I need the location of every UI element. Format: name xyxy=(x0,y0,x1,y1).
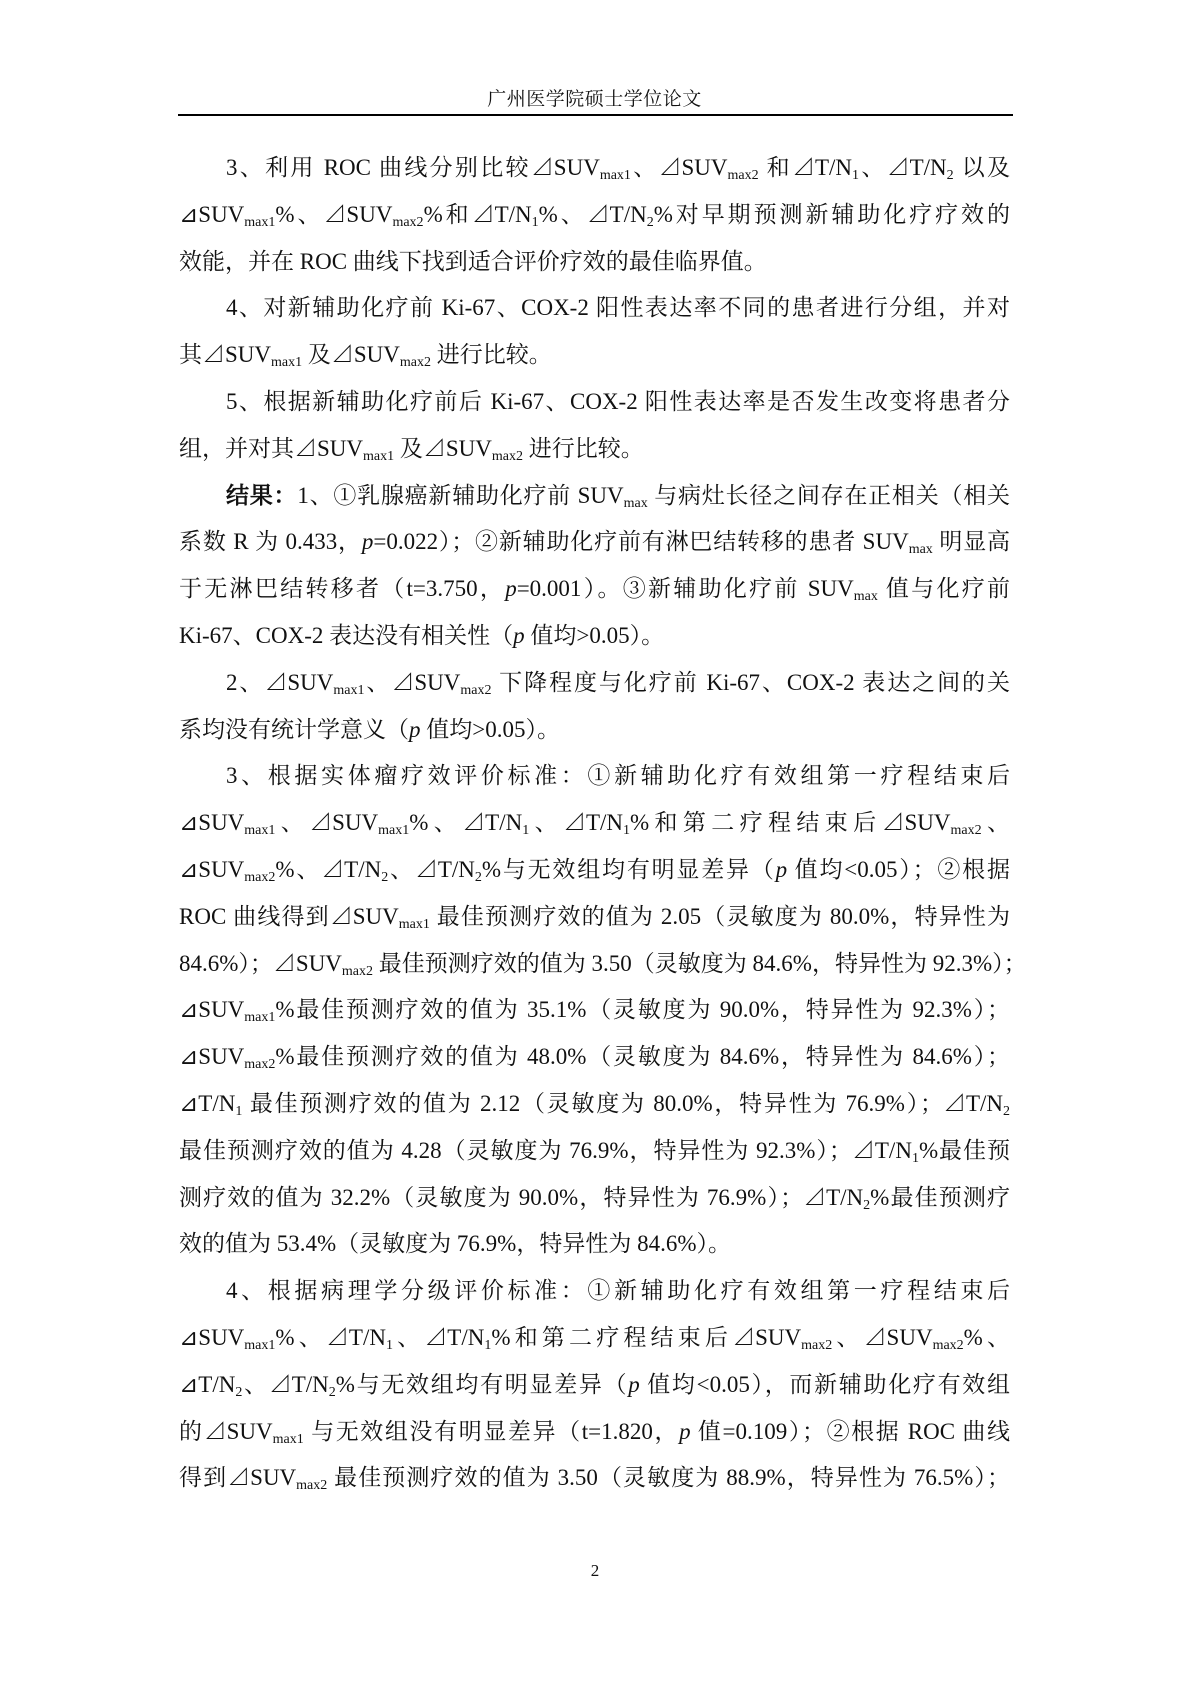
italic-symbol: p xyxy=(775,856,788,882)
text-run: 值均>0.05）。 xyxy=(524,622,665,648)
text-run: %和第二疗程结束后⊿SUV xyxy=(630,810,951,836)
text-run: 及⊿SUV xyxy=(302,342,400,368)
subscript: 2 xyxy=(863,1197,871,1213)
italic-symbol: p xyxy=(361,529,374,555)
text-line xyxy=(179,1268,1010,1315)
italic-symbol: p xyxy=(513,622,525,648)
subscript: max1 xyxy=(378,823,410,839)
subscript: max2 xyxy=(491,448,523,464)
text-run: Ki-67、COX-2 表达没有相关性（ xyxy=(179,622,514,648)
text-line xyxy=(179,660,1010,707)
text-run: 1、①乳腺癌新辅助化疗前 SUV xyxy=(297,482,624,508)
text-line xyxy=(179,941,1027,988)
text-run: 、⊿SUV xyxy=(832,1324,933,1350)
text-line xyxy=(179,894,1010,941)
paragraph xyxy=(179,379,1010,473)
subscript: 1 xyxy=(531,214,539,230)
text-run: 3、根据实体瘤疗效评价标准：①新辅助化疗有效组第一疗程结束后 xyxy=(226,763,1010,789)
subscript: max1 xyxy=(244,214,276,230)
text-run: ⊿SUV xyxy=(179,997,245,1023)
text-run: ⊿SUV xyxy=(179,1324,245,1350)
paragraph xyxy=(179,660,1010,754)
text-run: %最佳预测疗 xyxy=(870,1184,1010,1210)
text-run: ⊿SUV xyxy=(179,856,245,882)
subscript: max1 xyxy=(244,1337,276,1353)
subscript: max2 xyxy=(296,1478,328,1494)
text-run: 明显高 xyxy=(932,529,1011,555)
text-run: 于无淋巴结转移者（t=3.750， xyxy=(179,576,506,602)
subscript: max2 xyxy=(932,1337,964,1353)
text-line xyxy=(179,379,1010,426)
text-run: %对早期预测新辅助化疗疗效的 xyxy=(653,201,1010,227)
text-run: %和⊿T/N xyxy=(423,201,532,227)
subscript: max1 xyxy=(333,682,365,698)
subscript: 2 xyxy=(946,168,954,183)
text-line xyxy=(179,1081,1010,1128)
subscript: 2 xyxy=(474,869,482,885)
text-run: ⊿SUV xyxy=(179,810,245,836)
text-run: ⊿SUV xyxy=(179,201,245,227)
text-line xyxy=(179,1221,1010,1268)
text-line xyxy=(179,1128,1010,1175)
text-run: %与无效组均有明显差异（ xyxy=(335,1371,629,1397)
subscript: max1 xyxy=(272,1431,304,1447)
subscript: max1 xyxy=(599,168,631,183)
text-run: ROC 曲线得到⊿SUV xyxy=(179,903,399,929)
text-line xyxy=(179,285,1010,332)
text-run: 、⊿SUV xyxy=(364,669,461,695)
text-run: =0.022）；②新辅助化疗前有淋巴结转移的患者 SUV xyxy=(373,529,909,555)
text-line xyxy=(179,566,1010,613)
text-run: 、⊿T/N xyxy=(392,1324,485,1350)
text-run: =0.001）。③新辅助化疗前 SUV xyxy=(516,576,854,602)
text-line xyxy=(179,239,1010,286)
text-run: %和第二疗程结束后⊿SUV xyxy=(491,1324,802,1350)
text-run: 最佳预测疗效的值为 4.28（灵敏度为 76.9%，特异性为 92.3%）；⊿T/N xyxy=(179,1137,912,1163)
text-run: 最佳预测疗效的值为 2.12（灵敏度为 80.0%，特异性为 76.9%）；⊿T/N xyxy=(242,1090,1003,1116)
text-run: ⊿SUV xyxy=(179,1044,245,1070)
text-run: 2、⊿SUV xyxy=(226,669,334,695)
subscript: max1 xyxy=(244,823,276,839)
text-line xyxy=(179,1409,1010,1456)
text-run: 值均<0.05），而新辅助化疗有效组 xyxy=(639,1371,1010,1397)
text-run: 效的值为 53.4%（灵敏度为 76.9%，特异性为 84.6%）。 xyxy=(179,1231,731,1257)
text-run: 测疗效的值为 32.2%（灵敏度为 90.0%，特异性为 76.9%）；⊿T/N xyxy=(179,1184,864,1210)
text-run: 、⊿T/N xyxy=(529,810,624,836)
text-run: %、⊿SUV xyxy=(275,201,393,227)
text-run: 其⊿SUV xyxy=(179,342,272,368)
text-line xyxy=(179,1034,1010,1081)
body-text xyxy=(179,145,1027,1502)
text-run: 系均没有统计学意义（ xyxy=(179,716,409,742)
subscript: 1 xyxy=(385,1337,393,1353)
text-run: 5、根据新辅助化疗前后 Ki-67、COX-2 阳性表达率是否发生改变将患者分 xyxy=(226,388,1010,414)
text-line xyxy=(179,473,1010,520)
subscript: max2 xyxy=(341,963,374,979)
text-run: 4、根据病理学分级评价标准：①新辅助化疗有效组第一疗程结束后 xyxy=(226,1278,1010,1304)
bold-label: 结果： xyxy=(226,482,298,508)
subscript: 2 xyxy=(1003,1103,1010,1119)
text-run: 3、利用 ROC 曲线分别比较⊿SUV xyxy=(226,155,600,180)
subscript: 1 xyxy=(623,823,631,839)
text-run: 、⊿T/N xyxy=(859,155,947,180)
text-run: 得到⊿SUV xyxy=(179,1465,297,1491)
text-run: 值均>0.05）。 xyxy=(420,716,560,742)
text-run: 、⊿SUV xyxy=(275,810,379,836)
text-run: 84.6%）；⊿SUV xyxy=(179,950,342,976)
paragraph xyxy=(179,1268,1010,1502)
text-run: 值均<0.05）；②根据 xyxy=(787,856,1010,882)
text-run: 值=0.109）；②根据 ROC 曲线 xyxy=(690,1418,1010,1444)
subscript: 1 xyxy=(852,168,860,183)
text-run: 下降程度与化疗前 Ki-67、COX-2 表达之间的关 xyxy=(491,669,1010,695)
text-run: %、⊿T/N xyxy=(275,856,382,882)
text-run: %、 xyxy=(963,1324,1011,1350)
subscript: max2 xyxy=(801,1337,833,1353)
paragraph xyxy=(179,285,1010,379)
subscript: max1 xyxy=(398,916,430,932)
subscript: 2 xyxy=(328,1384,336,1400)
subscript: max xyxy=(623,495,648,511)
text-line xyxy=(179,1455,1010,1502)
text-run: 值与化疗前 xyxy=(877,576,1011,602)
text-run: 以及 xyxy=(953,155,1011,180)
subscript: max xyxy=(908,542,933,558)
text-run: ⊿T/N xyxy=(179,1090,236,1116)
text-run: 和⊿T/N xyxy=(758,155,853,180)
paragraph xyxy=(179,145,1010,285)
paragraph xyxy=(179,473,1010,660)
italic-symbol: p xyxy=(628,1371,640,1397)
running-header: 广州医学院硕士学位论文 xyxy=(487,89,702,110)
text-run: %、⊿T/N xyxy=(275,1324,386,1350)
italic-symbol: p xyxy=(679,1418,691,1444)
subscript: max xyxy=(853,589,878,605)
text-line xyxy=(179,753,1010,800)
text-run: ⊿T/N xyxy=(179,1371,236,1397)
text-run: %、⊿T/N xyxy=(409,810,523,836)
text-run: %最佳预测疗效的值为 48.0%（灵敏度为 84.6%，特异性为 84.6%）； xyxy=(275,1044,1010,1070)
subscript: max1 xyxy=(271,355,303,371)
text-run: 最佳预测疗效的值为 2.05（灵敏度为 80.0%，特异性为 xyxy=(429,903,1010,929)
text-line xyxy=(179,800,1010,847)
text-run: 4、对新辅助化疗前 Ki-67、COX-2 阳性表达率不同的患者进行分组，并对 xyxy=(226,295,1010,321)
subscript: 2 xyxy=(235,1384,243,1400)
text-run: 与病灶长径之间存在正相关（相关 xyxy=(647,482,1011,508)
subscript: max2 xyxy=(460,682,492,698)
italic-symbol: p xyxy=(409,716,421,742)
text-run: %与无效组均有明显差异（ xyxy=(481,856,776,882)
text-run: 、 xyxy=(981,810,1010,836)
text-line xyxy=(179,426,1010,473)
text-line xyxy=(179,332,1010,379)
subscript: 1 xyxy=(522,823,530,839)
subscript: 1 xyxy=(484,1337,492,1353)
text-run: 及⊿SUV xyxy=(394,435,492,461)
subscript: max2 xyxy=(727,168,759,183)
text-run: 、⊿T/N xyxy=(388,856,475,882)
subscript: 1 xyxy=(911,1150,919,1166)
text-run: %最佳预 xyxy=(918,1137,1010,1163)
subscript: max2 xyxy=(392,214,424,230)
text-run: 的⊿SUV xyxy=(179,1418,273,1444)
paragraph xyxy=(179,753,1027,1268)
text-run: 进行比较。 xyxy=(431,342,552,368)
text-run: 系数 R 为 0.433， xyxy=(179,529,362,555)
subscript: max2 xyxy=(950,823,982,839)
text-line xyxy=(179,519,1010,566)
page-number: 2 xyxy=(590,1561,600,1580)
text-line xyxy=(179,1362,1010,1409)
subscript: 1 xyxy=(235,1103,243,1119)
text-run: 与无效组没有明显差异（t=1.820， xyxy=(303,1418,680,1444)
text-run: %最佳预测疗效的值为 35.1%（灵敏度为 90.0%，特异性为 92.3%）； xyxy=(275,997,1010,1023)
header-rule xyxy=(178,114,1013,116)
subscript: max2 xyxy=(244,1057,276,1073)
text-run: %、⊿T/N xyxy=(538,201,647,227)
text-line xyxy=(179,987,1010,1034)
subscript: max2 xyxy=(399,355,431,371)
text-run: 最佳预测疗效的值为 3.50（灵敏度为 88.9%，特异性为 76.5%）； xyxy=(327,1465,1010,1491)
italic-symbol: p xyxy=(505,576,517,602)
text-run: 、⊿SUV xyxy=(630,155,728,180)
text-line xyxy=(179,847,1010,894)
subscript: 2 xyxy=(381,869,389,885)
text-run: 组，并对其⊿SUV xyxy=(179,435,364,461)
subscript: max2 xyxy=(244,869,276,885)
text-run: 效能，并在 ROC 曲线下找到适合评价疗效的最佳临界值。 xyxy=(179,248,767,274)
text-line xyxy=(179,1315,1010,1362)
text-run: 最佳预测疗效的值为 3.50（灵敏度为 84.6%，特异性为 92.3%）； xyxy=(373,950,1027,976)
text-line xyxy=(179,145,1010,192)
subscript: max1 xyxy=(244,1010,276,1026)
text-run: 进行比较。 xyxy=(523,435,644,461)
text-line xyxy=(179,1175,1010,1222)
text-line xyxy=(179,192,1010,239)
text-line xyxy=(179,707,1010,754)
text-line xyxy=(179,613,1010,660)
subscript: max1 xyxy=(363,448,395,464)
subscript: 2 xyxy=(646,214,654,230)
text-run: 、⊿T/N xyxy=(242,1371,329,1397)
